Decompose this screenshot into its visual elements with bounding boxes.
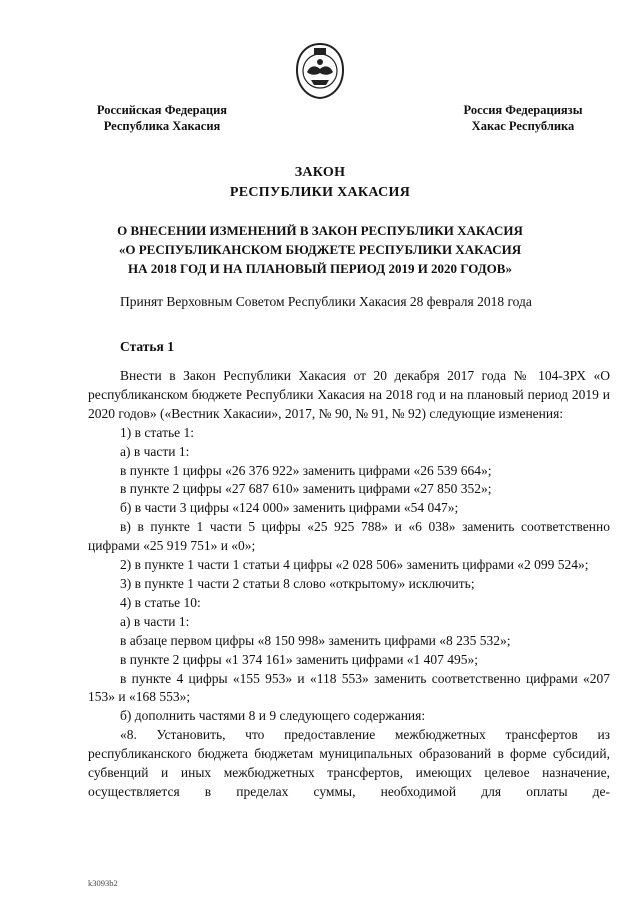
article-heading: Статья 1	[120, 339, 174, 354]
paragraph: б) в части 3 цифры «124 000» заменить цифрами «54 047»;	[120, 500, 459, 516]
paragraph: в) в пункте 1 части 5 цифры «25 925 788» и «6 038» заменить соответственно цифрами «25 919 751» и «0»;	[88, 519, 610, 554]
header-right-line1: Россия Федерациязы	[463, 103, 583, 117]
paragraph: б) дополнить частями 8 и 9 следующего содержания:	[120, 708, 426, 724]
header-right	[438, 102, 608, 134]
adoption-statement: Принят Верховным Советом Республики Хакасия 28 февраля 2018 года	[120, 294, 532, 309]
paragraph: в абзаце первом цифры «8 150 998» заменить цифрами «8 235 532»;	[120, 632, 511, 648]
paragraph: 2) в пункте 1 части 1 статьи 4 цифры «2 028 506» заменить цифрами «2 099 524»;	[120, 557, 589, 573]
header-left-line1: Российская Федерация	[96, 103, 228, 117]
header-right-line2: Хакас Республика	[471, 119, 575, 133]
header-left	[72, 102, 252, 134]
paragraph: «8. Установить, что предоставление межбюджетных трансфертов из республиканского бюджета бюджетам муниципальных образований в форме субсидий, субвенций и иных межбюджетных трансфертов, имеющих целевое назначение, осуществляется в пределах суммы, необходимой для оплаты де-	[88, 727, 610, 799]
paragraph: 3) в пункте 1 части 2 статьи 8 слово «открытому» исключить;	[120, 575, 475, 591]
header-left-line2: Республика Хакасия	[103, 119, 221, 133]
law-title-line2: РЕСПУБЛИКИ ХАКАСИЯ	[229, 185, 411, 200]
law-subject-line1: О ВНЕСЕНИИ ИЗМЕНЕНИЙ В ЗАКОН РЕСПУБЛИКИ ХАКАСИЯ	[117, 223, 523, 238]
law-title	[90, 163, 550, 203]
paragraph: а) в части 1:	[120, 443, 190, 459]
paragraph: в пункте 2 цифры «1 374 161» заменить цифрами «1 407 495»;	[120, 651, 479, 667]
paragraph: а) в части 1:	[120, 613, 190, 629]
law-subject-line3: НА 2018 ГОД И НА ПЛАНОВЫЙ ПЕРИОД 2019 И 2020 ГОДОВ»	[128, 261, 512, 276]
paragraph: Внести в Закон Республики Хакасия от 20 декабря 2017 года № 104-ЗРХ «О республиканском бюджете Республики Хакасия на 2018 год и на плановый период 2019 и 2020 годов» («Вестник Хакасии», 2017, № 90, № 91, № 92) следующие изменения:	[88, 368, 610, 421]
paragraph: в пункте 4 цифры «155 953» и «118 553» заменить соответственно цифрами «207 153» и «168 553»;	[88, 670, 610, 705]
paragraph: в пункте 2 цифры «27 687 610» заменить цифрами «27 850 352»;	[120, 481, 492, 497]
coat-of-arms-emblem-icon	[293, 42, 347, 100]
paragraph: 1) в статье 1:	[120, 424, 194, 440]
paragraph: 4) в статье 10:	[120, 594, 201, 610]
paragraph: в пункте 1 цифры «26 376 922» заменить цифрами «26 539 664»;	[120, 462, 492, 478]
law-subject-line2: «О РЕСПУБЛИКАНСКОМ БЮДЖЕТЕ РЕСПУБЛИКИ ХАКАСИЯ	[118, 242, 522, 257]
law-title-line1: ЗАКОН	[294, 165, 346, 180]
footer-document-code: k3093b2	[88, 878, 118, 888]
article-body	[88, 367, 610, 802]
law-subject	[50, 221, 590, 278]
